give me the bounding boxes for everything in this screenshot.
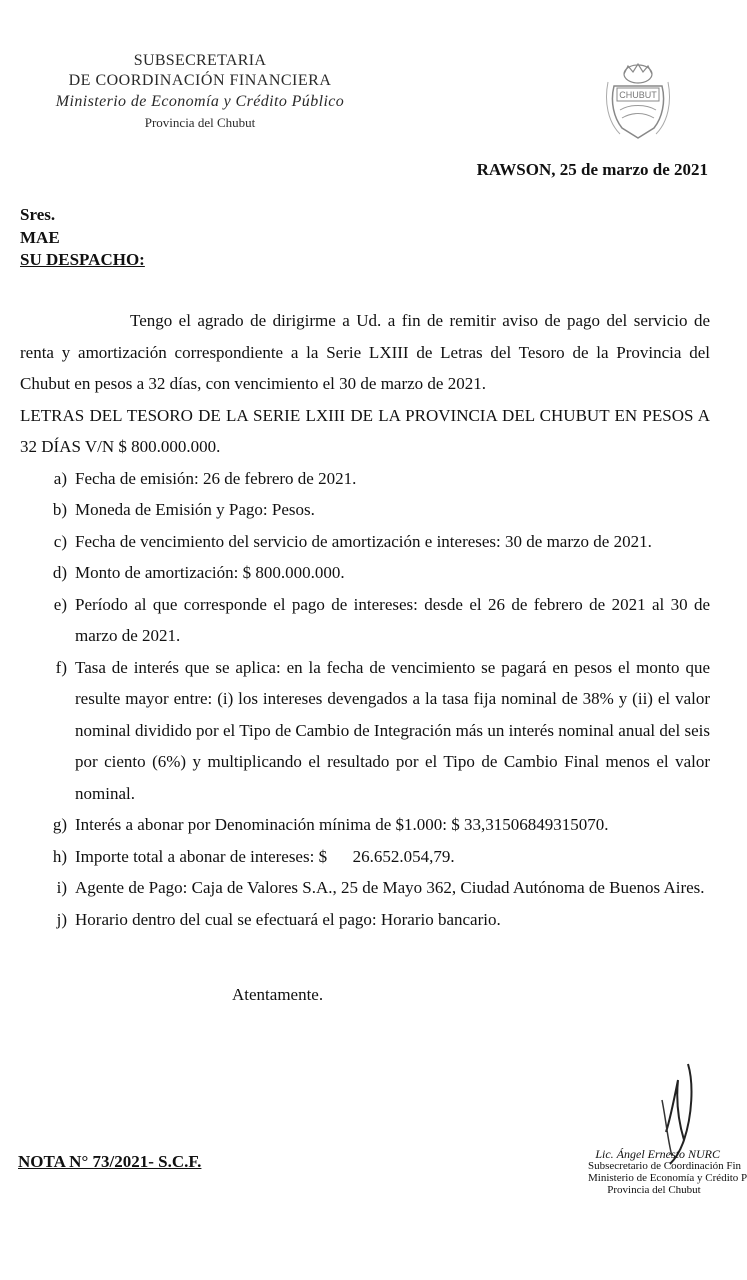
list-item xyxy=(20,841,710,873)
item-text: Período al que corresponde el pago de intereses: desde el 26 de febrero de 2021 al 30 de marzo de 2021. xyxy=(75,594,710,645)
item-label: d) xyxy=(52,563,67,582)
header-province: Provincia del Chubut xyxy=(144,115,256,130)
signer-title: Subsecretario de Coordinación Fin xyxy=(588,1160,742,1172)
item-text: Fecha de emisión: 26 de febrero de 2021. xyxy=(75,468,357,488)
item-label: e) xyxy=(53,594,67,614)
item-label: f) xyxy=(55,657,67,677)
addressee-dispatch: SU DESPACHO: xyxy=(20,250,145,269)
list-item xyxy=(20,904,710,936)
subject-paragraph: LETRAS DEL TESORO DE LA SERIE LXIII DE LA PROVINCIA DEL CHUBUT EN PESOS A 32 DÍAS V/N $ 800.000.000. xyxy=(20,405,710,456)
note-number: NOTA N° 73/2021- S.C.F. xyxy=(18,1152,202,1171)
addressee-salutation: Sres. xyxy=(20,205,56,224)
item-text: Agente de Pago: Caja de Valores S.A., 25 de Mayo 362, Ciudad Autónoma de Buenos Aires. xyxy=(75,878,705,897)
signature-block xyxy=(588,1147,747,1196)
item-label: g) xyxy=(52,815,67,834)
item-text: Interés a abonar por Denominación mínima de $1.000: $ 33,31506849315070. xyxy=(75,815,609,834)
header-ministry: Ministerio de Economía y Crédito Público xyxy=(55,93,345,110)
list-item xyxy=(20,526,710,558)
signer-province: Provincia del Chubut xyxy=(607,1184,701,1196)
item-label: h) xyxy=(52,846,67,866)
addressee-name: MAE xyxy=(20,228,60,247)
item-text: Moneda de Emisión y Pago: Pesos. xyxy=(75,500,315,519)
signer-ministry: Ministerio de Economía y Crédito P xyxy=(588,1172,747,1184)
item-text: Fecha de vencimiento del servicio de amortización e intereses: 30 de marzo de 2021. xyxy=(75,531,652,551)
list-item xyxy=(20,872,710,904)
item-text: Horario dentro del cual se efectuará el pago: Horario bancario. xyxy=(75,909,501,929)
item-label: i) xyxy=(56,878,67,897)
document-date: RAWSON, 25 de marzo de 2021 xyxy=(476,160,708,179)
item-label: b) xyxy=(52,500,67,519)
signer-name: Lic. Ángel Ernesto NURC xyxy=(595,1147,720,1161)
list-item xyxy=(20,463,710,495)
list-item xyxy=(20,652,710,810)
body-section xyxy=(20,305,710,935)
item-label: c) xyxy=(53,531,67,551)
list-item xyxy=(20,557,710,589)
item-label: a) xyxy=(53,468,67,488)
province-seal-icon xyxy=(600,52,676,142)
header-department: DE COORDINACIÓN FINANCIERA xyxy=(68,72,332,89)
intro-paragraph: Tengo el agrado de dirigirme a Ud. a fin de remitir aviso de pago del servicio de renta y amortización correspondiente a la Serie LXIII de Letras del Tesoro de la Provincia del Chubut en pesos a 32 días, con vencimiento el 30 de marzo de 2021. xyxy=(20,311,710,393)
item-text: Tasa de interés que se aplica: en la fecha de vencimiento se pagará en pesos el monto que resulte mayor entre: (i) los intereses devengados a la tasa fija nominal de 38% y (ii) el valor nominal dividido por el Tipo de Cambio de Integración más un interés nominal anual del seis por ciento (6%) y multiplicando el resultado por el Tipo de Cambio Final menos el valor nominal. xyxy=(75,657,710,803)
list-item xyxy=(20,494,710,526)
seal-text: CHUBUT xyxy=(619,90,657,100)
list-item xyxy=(20,809,710,841)
item-text: Monto de amortización: $ 800.000.000. xyxy=(75,563,345,582)
item-label: j) xyxy=(56,909,67,929)
item-text: Importe total a abonar de intereses: $ 26.652.054,79. xyxy=(75,846,455,866)
closing-text: Atentamente. xyxy=(232,985,324,1004)
header-office: SUBSECRETARIA xyxy=(133,52,267,69)
list-item xyxy=(20,589,710,652)
